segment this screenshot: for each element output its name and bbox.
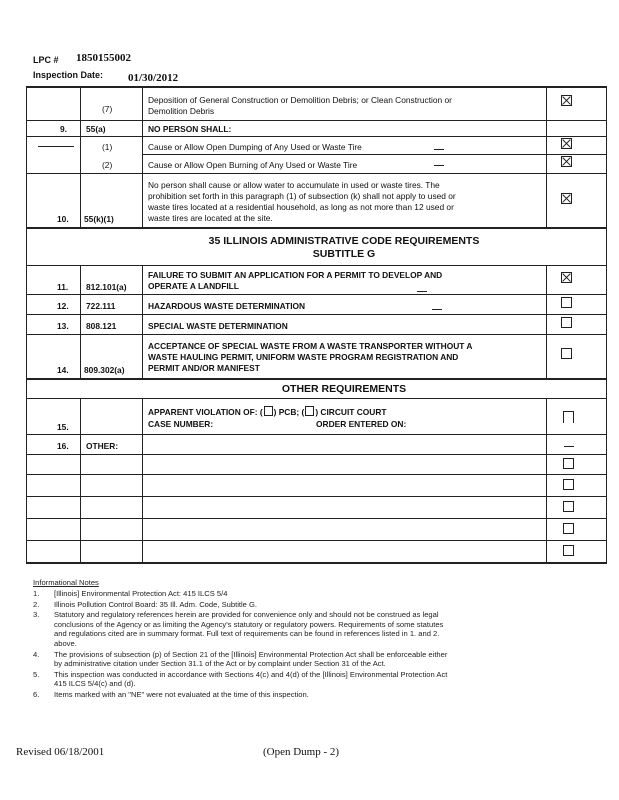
requirement-text: Cause or Allow Open Dumping of Any Used or Waste Tire [148, 142, 362, 152]
requirement-text: ACCEPTANCE OF SPECIAL WASTE FROM A WASTE TRANSPORTER WITHOUT A [148, 341, 473, 351]
checkbox-other-5[interactable] [563, 545, 574, 556]
note-text: conclusions of the Agency or as limiting the Agency's statutory or regulatory powers. Requirements of some statutes [54, 619, 444, 629]
checkbox-item-11[interactable] [561, 272, 572, 283]
pcb-checkbox[interactable] [264, 406, 273, 416]
item-number: 14. [57, 365, 69, 375]
requirement-text: prohibition set forth in this paragraph (1) of subsection (k) shall not apply to used or [148, 191, 456, 201]
requirement-text: SPECIAL WASTE DETERMINATION [148, 321, 288, 331]
checkbox-other-3[interactable] [563, 501, 574, 512]
requirement-text: HAZARDOUS WASTE DETERMINATION [148, 301, 306, 311]
checkbox-other-1[interactable] [563, 458, 574, 469]
checkbox-item-9-1[interactable] [561, 138, 572, 149]
checkbox-other-4[interactable] [563, 523, 574, 534]
requirement-text: APPARENT VIOLATION OF: ( ) PCB; ( ) CIRCUIT COURT [148, 407, 387, 417]
note-number: 1. [33, 589, 40, 598]
item-number: 9. [60, 124, 67, 134]
subitem-number: (1) [102, 142, 113, 152]
note-text: Illinois Pollution Control Board: 35 Ill. Adm. Code, Subtitle G. [54, 599, 258, 609]
section-heading: OTHER REQUIREMENTS [281, 383, 407, 395]
circuit-court-checkbox[interactable] [305, 406, 314, 416]
note-number: 5. [33, 669, 40, 679]
note-text: Statutory and regulatory references herein are provided for convenience only and should not be construed as legal [54, 610, 439, 620]
requirement-text: WASTE HAULING PERMIT, UNIFORM WASTE PROGRAM REGISTRATION AND [148, 352, 459, 362]
checkbox-item-7[interactable] [561, 95, 572, 106]
code-reference: 808.121 [86, 321, 117, 331]
note-text: above. [54, 639, 77, 648]
requirement-text: waste tires located at a residential household, as long as not more than 12 used or [148, 202, 454, 212]
note-number: 2. [33, 599, 40, 609]
note-number: 6. [33, 690, 40, 699]
item-number: 13. [57, 321, 69, 331]
requirement-text: Deposition of General Construction or Demolition Debris; or Clean Construction or [148, 95, 452, 105]
note-text: by administrative citation under Section 31.1 of the Act or by complaint under Section 31 of the Act. [54, 659, 386, 669]
note-number: 3. [33, 610, 40, 620]
checkbox-item-13[interactable] [561, 317, 572, 328]
requirement-text: No person shall cause or allow water to accumulate in used or waste tires. The [148, 180, 440, 190]
note-text: 415 ILCS 5/4(c) and (d). [54, 679, 136, 689]
checkbox-item-14[interactable] [561, 348, 572, 359]
requirement-text: FAILURE TO SUBMIT AN APPLICATION FOR A PERMIT TO DEVELOP AND [148, 270, 443, 280]
lpc-number: 1850155002 [76, 52, 131, 64]
code-reference: 812.101(a) [86, 282, 127, 292]
note-text: Items marked with an "NE" were not evaluated at the time of this inspection. [54, 690, 309, 699]
note-text: and regulations cited are in summary format. Full text of requirements can be found in references listed in 1. and 2. [54, 629, 440, 639]
other-label: OTHER: [86, 441, 119, 451]
subitem-number: (7) [102, 104, 113, 114]
inspection-date: 01/30/2012 [128, 72, 179, 84]
note-text: This inspection was conducted in accordance with Sections 4(c) and 4(d) of the [Illinois] Environmental Protection Act [54, 669, 448, 679]
subitem-number: (2) [102, 160, 113, 170]
form-name: (Open Dump - 2) [263, 746, 340, 758]
requirement-text: Cause or Allow Open Burning of Any Used or Waste Tire [148, 160, 358, 170]
inspection-date-label: Inspection Date: [33, 70, 104, 80]
checkbox-item-15[interactable] [563, 411, 574, 423]
item-number: 10. [57, 214, 69, 224]
checkbox-item-9-2[interactable] [561, 156, 572, 167]
item-number: 15. [57, 422, 69, 432]
requirement-text: NO PERSON SHALL: [148, 124, 232, 134]
code-reference: 722.111 [86, 301, 116, 311]
item-number: 16. [57, 441, 69, 451]
revised-date: Revised 06/18/2001 [16, 746, 105, 758]
checkbox-other-2[interactable] [563, 479, 574, 490]
note-text: The provisions of subsection (p) of Section 21 of the [Illinois] Environmental Protection Act shall be enforceable either [54, 649, 448, 659]
item-number: 12. [57, 301, 69, 311]
note-number: 4. [33, 649, 40, 659]
requirement-text: Demolition Debris [148, 106, 215, 116]
requirement-text: PERMIT AND/OR MANIFEST [148, 363, 260, 373]
code-reference: 55(a) [86, 124, 106, 134]
notes-title: Informational Notes [33, 578, 99, 587]
item-number: 11. [57, 282, 69, 292]
requirement-text: OPERATE A LANDFILL [148, 281, 239, 291]
code-reference: 55(k)(1) [84, 214, 114, 224]
requirement-text: waste tires are located at the site. [148, 213, 273, 223]
order-entered-label: ORDER ENTERED ON: [316, 419, 407, 429]
checkbox-item-10[interactable] [561, 193, 572, 204]
note-text: [Illinois] Environmental Protection Act: 415 ILCS 5/4 [54, 589, 228, 598]
checkbox-item-12[interactable] [561, 297, 572, 308]
code-reference: 809.302(a) [84, 365, 125, 375]
section-heading: 35 ILLINOIS ADMINISTRATIVE CODE REQUIREMENTS SUBTITLE G [208, 235, 480, 260]
lpc-label: LPC # [33, 55, 59, 65]
case-number-label: CASE NUMBER: [148, 419, 214, 429]
